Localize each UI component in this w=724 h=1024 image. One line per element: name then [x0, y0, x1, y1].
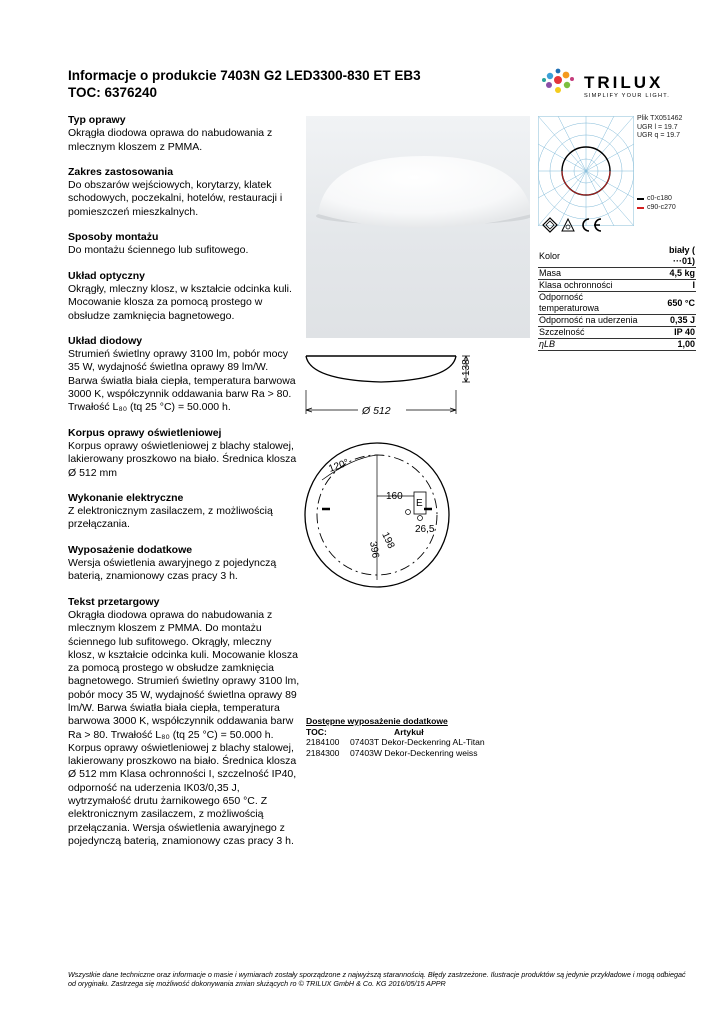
legend-label-c90: c90-c270: [647, 203, 676, 211]
section-body-led: Strumień świetlny oprawy 3100 lm, pobór mocy 35 W, wydajność świetlna oprawy 89 lm/W. Barwa światła biała ciepła, temperatura barwowa 3000 K, współczynnik oddawania barw Ra > 80. Trwałość L₈₀ (tq 25 °C) = 50.000 h.: [68, 348, 296, 414]
prop-value: biały ( ···01): [645, 245, 696, 268]
prop-label: Kolor: [538, 245, 645, 268]
section-body-application: Do obszarów wejściowych, korytarzy, klatek schodowych, poczekalni, hotelów, restauracji i pomieszczeń mieszkalnych.: [68, 179, 283, 218]
product-title: Informacje o produkcie 7403N G2 LED3300-830 ET EB3: [68, 68, 421, 83]
dimension-198: 198: [379, 530, 397, 551]
description-column: [68, 114, 300, 848]
angle-dimension: 120°: [327, 457, 351, 475]
dimension-26-5: 26,5: [415, 524, 435, 535]
properties-table: [538, 245, 696, 351]
section-heading-electrical: Wykonanie elektryczne: [68, 491, 184, 504]
enec-icon: [543, 218, 557, 232]
section-heading-mounting: Sposoby montażu: [68, 231, 159, 244]
prop-value: I: [645, 280, 696, 292]
logo-mark-icon: [542, 69, 574, 93]
legend-item-c0: [637, 195, 676, 204]
prop-label: Odporność temperaturowa: [538, 292, 645, 315]
prop-value: 650 °C: [645, 292, 696, 315]
product-photo: [306, 116, 530, 338]
prop-label: Odporność na uderzenia: [538, 315, 645, 327]
ce-icon: [583, 219, 601, 231]
section-body-housing: Korpus oprawy oświetleniowej z blachy stalowej, lakierowany proszkowo na biało. Średnica klosza Ø 512 mm: [68, 439, 297, 479]
table-row: [538, 268, 696, 280]
section-body-tender: Okrągła diodowa oprawa do nabudowania z mlecznym kloszem z PMMA. Do montażu ściennego lub sufitowego. Okrągły, mleczny klosz, w kształcie odcinka kuli. Mocowanie klosza za pomocą prostego w obsłudze zamknięcia bagnetowego. Strumień świetlny oprawy 3100 lm, pobór mocy 35 W, wydajność świetlna oprawy 89 lm/W. Barwa światła biała ciepła, temperatura barwowa 3000 K, współczynnik oddawania barw Ra > 80. Trwałość L₈₀ (tq 25 °C) = 50.000 h. Korpus oprawy oświetleniowej z blachy stalowej, lakierowany proszkowo na biało. Średnica klosza Ø 512 mm Klasa ochronności I, szczelność IP40, odporność na uderzenia IK03/0,35 J, wytrzymałość drutu żarnikowego 650 °C. Z elektronicznym zasilaczem, z możliwością przełączania. Wersja oświetlenia awaryjnego z pojedynczą baterią, znamionowy czas pracy 3 h.: [68, 608, 300, 847]
prop-label: Klasa ochronności: [538, 280, 645, 292]
prop-value: IP 40: [645, 327, 696, 339]
list-item: [306, 748, 536, 759]
side-view-drawing: [302, 350, 472, 422]
table-row: [538, 327, 696, 339]
section-heading-accessories: Wyposażenie dodatkowe: [68, 543, 193, 556]
list-item: [306, 737, 536, 748]
legend-line-black: [637, 198, 644, 200]
section-body-type: Okrągła diodowa oprawa do nabudowania z mlecznym kloszem z PMMA.: [68, 127, 273, 153]
luminaire-image: [306, 116, 530, 338]
section-heading-led: Układ diodowy: [68, 334, 143, 347]
legend-line-red: [637, 207, 644, 209]
section-heading-type: Typ oprawy: [68, 114, 126, 126]
prop-value: 4,5 kg: [645, 268, 696, 280]
prop-value: 1,00: [645, 339, 696, 351]
prop-label: Masa: [538, 268, 645, 280]
accessories-list: [306, 716, 536, 758]
certification-marks: [540, 215, 604, 235]
logo-brand-name: TRILUX: [584, 73, 664, 92]
accessories-header: [306, 727, 536, 738]
product-toc: TOC: 6376240: [68, 85, 158, 100]
legend-label-c0: c0-c180: [647, 195, 672, 202]
footer-disclaimer: Wszystkie dane techniczne oraz informacje o masie i wymiarach zostały sporządzone z najwyższą starannością. Błędy zastrzeżone. Ilustracje produktów są jedynie przykładowe i mogą odbiegać od oryginału. Zastrzega się możliwość dokonywania zmian służących ro © TRILUX GmbH & Co. KG 2016/05/15 APPR: [68, 970, 686, 988]
diameter-dimension: Ø 512: [362, 405, 391, 417]
legend-item-c90: [637, 204, 676, 213]
prop-label: ηLB: [538, 339, 645, 351]
section-heading-application: Zakres zastosowania: [68, 165, 174, 178]
photometric-info: [637, 115, 682, 141]
top-view-drawing: [302, 440, 452, 590]
accessory-article: 07403T Dekor-Deckenring AL-Titan: [350, 737, 485, 747]
accessories-title: Dostępne wyposażenie dodatkowe: [306, 716, 448, 726]
photometric-file: Plik TX051462: [637, 115, 683, 122]
prop-label: Szczelność: [538, 327, 645, 339]
section-body-mounting: Do montażu ściennego lub sufitowego.: [68, 244, 249, 257]
emergency-unit-label: E: [416, 498, 423, 509]
page-title: [68, 67, 518, 101]
polar-legend: [637, 195, 676, 212]
accessories-col-toc: TOC:: [306, 726, 327, 737]
height-dimension: 138: [461, 359, 472, 376]
vde-icon: [562, 219, 574, 231]
table-row: [538, 339, 696, 351]
table-row: [538, 292, 696, 315]
accessory-toc: 2184300: [306, 747, 340, 758]
polar-diagram: [538, 116, 634, 226]
ugr-q: UGR q = 19.7: [637, 132, 680, 140]
accessory-article: 07403W Dekor-Deckenring weiss: [350, 747, 478, 758]
section-heading-optics: Układ optyczny: [68, 269, 146, 282]
table-row: [538, 245, 696, 268]
dimension-396: 396: [367, 540, 381, 559]
trilux-logo: [540, 66, 692, 106]
section-heading-tender: Tekst przetargowy: [68, 595, 160, 608]
section-heading-housing: Korpus oprawy oświetleniowej: [68, 426, 222, 439]
section-body-electrical: Z elektronicznym zasilaczem, z możliwością przełączania.: [68, 505, 273, 531]
logo-tagline: SIMPLIFY YOUR LIGHT.: [584, 93, 670, 99]
ugr-l: UGR l = 19.7: [637, 123, 678, 131]
section-body-accessories: Wersja oświetlenia awaryjnego z pojedynczą baterią, znamionowy czas pracy 3 h.: [68, 557, 277, 583]
accessory-toc: 2184100: [306, 737, 340, 747]
dimension-160: 160: [386, 491, 403, 502]
section-body-optics: Okrągły, mleczny klosz, w kształcie odcinka kuli. Mocowanie klosza za pomocą prostego w obsłudze zamknięcia bagnetowego.: [68, 282, 292, 322]
table-row: [538, 280, 696, 292]
accessories-col-article: Artykuł: [394, 726, 424, 737]
table-row: [538, 315, 696, 327]
prop-value: 0,35 J: [645, 315, 696, 327]
